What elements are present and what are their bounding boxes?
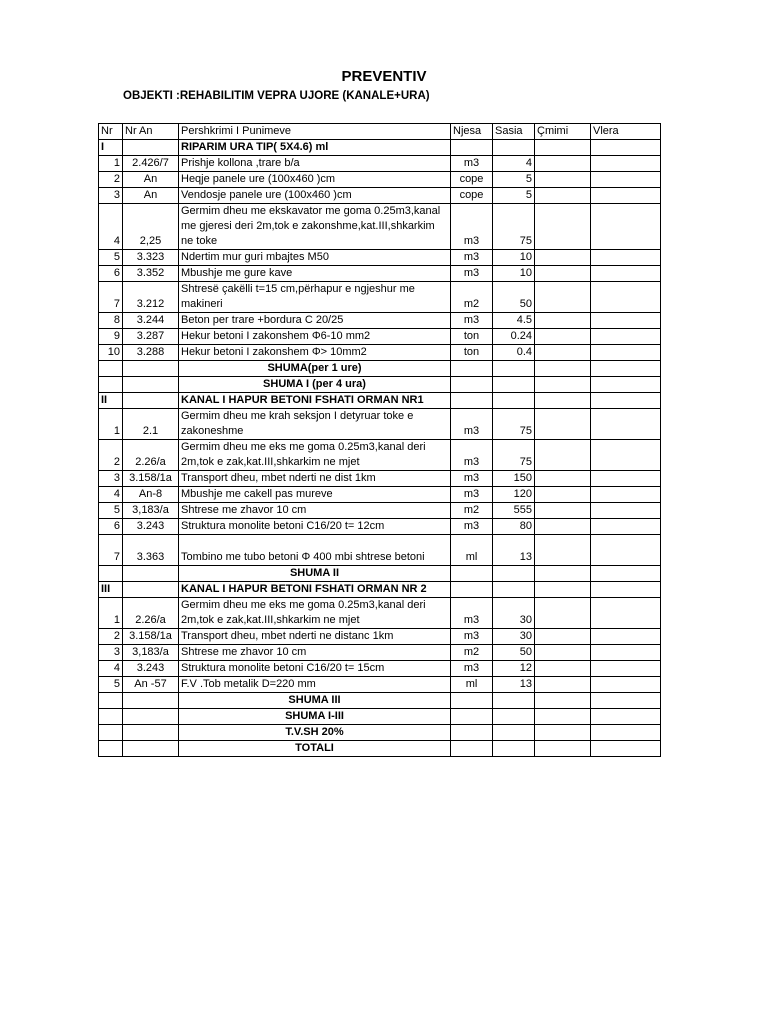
row-value — [591, 629, 661, 645]
row-description: Germim dheu me eks me goma 0.25m3,kanal deri 2m,tok e zak,kat.III,shkarkim ne mjet — [179, 440, 451, 471]
row-code: 3.352 — [123, 266, 179, 282]
row-price — [535, 140, 591, 156]
row-price — [535, 582, 591, 598]
row-number: I — [99, 140, 123, 156]
row-quantity: 75 — [493, 204, 535, 250]
row-description: Transport dheu, mbet nderti ne distanc 1km — [179, 629, 451, 645]
row-code — [123, 566, 179, 582]
row-unit: m3 — [451, 409, 493, 440]
row-quantity — [493, 709, 535, 725]
row-description: Shtrese me zhavor 10 cm — [179, 503, 451, 519]
section-row — [99, 393, 661, 409]
row-unit: m2 — [451, 282, 493, 313]
row-description: Shtrese me zhavor 10 cm — [179, 645, 451, 661]
table-row — [99, 345, 661, 361]
row-code — [123, 725, 179, 741]
row-code — [123, 693, 179, 709]
row-code — [123, 140, 179, 156]
row-number: 3 — [99, 471, 123, 487]
row-number: II — [99, 393, 123, 409]
row-quantity — [493, 377, 535, 393]
row-price — [535, 725, 591, 741]
row-number — [99, 725, 123, 741]
row-value — [591, 519, 661, 535]
row-price — [535, 645, 591, 661]
document-title: PREVENTIV — [341, 68, 427, 85]
row-number — [99, 377, 123, 393]
summary-row — [99, 693, 661, 709]
row-unit: ml — [451, 677, 493, 693]
row-number: 5 — [99, 677, 123, 693]
summary-row — [99, 709, 661, 725]
row-unit: m3 — [451, 204, 493, 250]
row-value — [591, 741, 661, 757]
row-unit — [451, 377, 493, 393]
header-value: Vlera — [591, 124, 661, 140]
summary-row — [99, 741, 661, 757]
row-value — [591, 172, 661, 188]
row-description: Germim dheu me krah seksjon I detyruar toke e zakoneshme — [179, 409, 451, 440]
row-code: An-8 — [123, 487, 179, 503]
row-value — [591, 204, 661, 250]
row-price — [535, 250, 591, 266]
summary-row — [99, 377, 661, 393]
row-value — [591, 645, 661, 661]
row-quantity: 4.5 — [493, 313, 535, 329]
row-code: 3.158/1a — [123, 471, 179, 487]
table-row — [99, 598, 661, 629]
table-row — [99, 313, 661, 329]
row-quantity: 75 — [493, 409, 535, 440]
row-quantity: 10 — [493, 250, 535, 266]
row-quantity: 30 — [493, 629, 535, 645]
row-unit — [451, 582, 493, 598]
row-number: 6 — [99, 519, 123, 535]
table-row — [99, 409, 661, 440]
summary-row — [99, 566, 661, 582]
row-description: Mbushje me gure kave — [179, 266, 451, 282]
row-description: Germim dheu me ekskavator me goma 0.25m3,kanal me gjeresi deri 2m,tok e zakonshme,kat.III,shkarkim ne toke — [179, 204, 451, 250]
row-price — [535, 503, 591, 519]
row-unit: m3 — [451, 487, 493, 503]
row-number: 8 — [99, 313, 123, 329]
row-value — [591, 598, 661, 629]
row-value — [591, 725, 661, 741]
row-value — [591, 503, 661, 519]
row-price — [535, 172, 591, 188]
row-number: 7 — [99, 282, 123, 313]
row-description: Tombino me tubo betoni Φ 400 mbi shtrese betoni — [179, 535, 451, 566]
row-value — [591, 677, 661, 693]
row-description: Hekur betoni I zakonshem Φ6-10 mm2 — [179, 329, 451, 345]
row-quantity: 30 — [493, 598, 535, 629]
row-code: An -57 — [123, 677, 179, 693]
table-row — [99, 629, 661, 645]
row-value — [591, 345, 661, 361]
row-quantity — [493, 361, 535, 377]
row-value — [591, 709, 661, 725]
row-description: TOTALI — [179, 741, 451, 757]
row-code: An — [123, 188, 179, 204]
row-number — [99, 741, 123, 757]
row-unit: m3 — [451, 519, 493, 535]
header-price: Çmimi — [535, 124, 591, 140]
row-unit: m2 — [451, 645, 493, 661]
header-nr-an: Nr An — [123, 124, 179, 140]
row-unit: m3 — [451, 598, 493, 629]
row-number: 4 — [99, 487, 123, 503]
row-description: SHUMA I-III — [179, 709, 451, 725]
row-price — [535, 440, 591, 471]
table-row — [99, 535, 661, 566]
row-description: Vendosje panele ure (100x460 )cm — [179, 188, 451, 204]
row-number: 3 — [99, 645, 123, 661]
row-description: RIPARIM URA TIP( 5X4.6) ml — [179, 140, 451, 156]
row-description: KANAL I HAPUR BETONI FSHATI ORMAN NR 2 — [179, 582, 451, 598]
row-number: 9 — [99, 329, 123, 345]
row-quantity — [493, 582, 535, 598]
row-code: 3.287 — [123, 329, 179, 345]
row-code: 3.244 — [123, 313, 179, 329]
row-number: 6 — [99, 266, 123, 282]
row-price — [535, 204, 591, 250]
row-value — [591, 409, 661, 440]
row-unit: ton — [451, 329, 493, 345]
row-quantity: 4 — [493, 156, 535, 172]
row-code — [123, 361, 179, 377]
row-quantity: 120 — [493, 487, 535, 503]
row-price — [535, 693, 591, 709]
row-value — [591, 250, 661, 266]
row-description: Heqje panele ure (100x460 )cm — [179, 172, 451, 188]
row-code: 2.26/a — [123, 440, 179, 471]
row-price — [535, 629, 591, 645]
row-code — [123, 709, 179, 725]
row-value — [591, 471, 661, 487]
row-price — [535, 471, 591, 487]
row-value — [591, 566, 661, 582]
row-price — [535, 282, 591, 313]
table-row — [99, 487, 661, 503]
row-value — [591, 188, 661, 204]
row-code — [123, 582, 179, 598]
row-description: KANAL I HAPUR BETONI FSHATI ORMAN NR1 — [179, 393, 451, 409]
row-unit: m3 — [451, 250, 493, 266]
row-price — [535, 377, 591, 393]
row-code: 3.288 — [123, 345, 179, 361]
row-quantity — [493, 393, 535, 409]
row-number: 1 — [99, 156, 123, 172]
row-unit — [451, 741, 493, 757]
row-code: 2.1 — [123, 409, 179, 440]
row-code: 3.212 — [123, 282, 179, 313]
row-quantity: 0.24 — [493, 329, 535, 345]
row-description: Beton per trare +bordura C 20/25 — [179, 313, 451, 329]
row-number: 2 — [99, 440, 123, 471]
row-number: 1 — [99, 598, 123, 629]
row-value — [591, 313, 661, 329]
table-row — [99, 204, 661, 250]
row-unit — [451, 361, 493, 377]
row-value — [591, 266, 661, 282]
row-unit: m3 — [451, 629, 493, 645]
row-quantity — [493, 566, 535, 582]
row-quantity: 0.4 — [493, 345, 535, 361]
row-quantity: 150 — [493, 471, 535, 487]
row-price — [535, 677, 591, 693]
row-number: III — [99, 582, 123, 598]
row-value — [591, 156, 661, 172]
row-quantity: 10 — [493, 266, 535, 282]
row-description: Struktura monolite betoni C16/20 t= 12cm — [179, 519, 451, 535]
row-value — [591, 282, 661, 313]
table-row — [99, 250, 661, 266]
row-number: 5 — [99, 250, 123, 266]
table-row — [99, 645, 661, 661]
table-row — [99, 188, 661, 204]
header-unit: Njesa — [451, 124, 493, 140]
row-number — [99, 709, 123, 725]
table-row — [99, 519, 661, 535]
row-code: An — [123, 172, 179, 188]
row-quantity: 13 — [493, 677, 535, 693]
table-row — [99, 282, 661, 313]
row-code: 3.243 — [123, 519, 179, 535]
row-value — [591, 661, 661, 677]
row-description: SHUMA(per 1 ure) — [179, 361, 451, 377]
table-row — [99, 503, 661, 519]
row-price — [535, 409, 591, 440]
table-row — [99, 156, 661, 172]
row-description: Mbushje me cakell pas mureve — [179, 487, 451, 503]
row-price — [535, 156, 591, 172]
row-price — [535, 741, 591, 757]
row-number: 10 — [99, 345, 123, 361]
row-unit: cope — [451, 188, 493, 204]
row-unit: cope — [451, 172, 493, 188]
estimate-table — [98, 123, 661, 757]
row-unit — [451, 393, 493, 409]
row-code: 2.426/7 — [123, 156, 179, 172]
table-row — [99, 661, 661, 677]
row-unit: m3 — [451, 471, 493, 487]
row-number: 1 — [99, 409, 123, 440]
row-description: Ndertim mur guri mbajtes M50 — [179, 250, 451, 266]
row-quantity — [493, 140, 535, 156]
row-number — [99, 361, 123, 377]
row-value — [591, 693, 661, 709]
row-number: 7 — [99, 535, 123, 566]
row-value — [591, 582, 661, 598]
row-number: 4 — [99, 661, 123, 677]
row-quantity — [493, 741, 535, 757]
row-price — [535, 361, 591, 377]
row-description: SHUMA III — [179, 693, 451, 709]
row-quantity: 555 — [493, 503, 535, 519]
row-unit: m2 — [451, 503, 493, 519]
row-price — [535, 345, 591, 361]
row-number: 2 — [99, 172, 123, 188]
row-price — [535, 188, 591, 204]
row-quantity: 13 — [493, 535, 535, 566]
row-price — [535, 266, 591, 282]
row-value — [591, 535, 661, 566]
row-quantity: 80 — [493, 519, 535, 535]
row-quantity — [493, 725, 535, 741]
row-code: 3.323 — [123, 250, 179, 266]
row-code: 3.363 — [123, 535, 179, 566]
row-price — [535, 519, 591, 535]
row-quantity: 5 — [493, 172, 535, 188]
row-price — [535, 598, 591, 629]
row-price — [535, 487, 591, 503]
row-unit — [451, 725, 493, 741]
row-value — [591, 393, 661, 409]
row-price — [535, 709, 591, 725]
table-row — [99, 329, 661, 345]
table-row — [99, 677, 661, 693]
row-unit: m3 — [451, 313, 493, 329]
row-value — [591, 329, 661, 345]
row-number: 3 — [99, 188, 123, 204]
row-unit: m3 — [451, 266, 493, 282]
row-price — [535, 313, 591, 329]
row-unit: m3 — [451, 156, 493, 172]
table-row — [99, 471, 661, 487]
row-description: Shtresë çakëlli t=15 cm,përhapur e ngjeshur me makineri — [179, 282, 451, 313]
row-quantity: 50 — [493, 645, 535, 661]
row-code — [123, 741, 179, 757]
table-body — [99, 140, 661, 757]
row-quantity: 5 — [493, 188, 535, 204]
header-nr: Nr — [99, 124, 123, 140]
row-description: Transport dheu, mbet nderti ne dist 1km — [179, 471, 451, 487]
row-price — [535, 329, 591, 345]
row-description: Prishje kollona ,trare b/a — [179, 156, 451, 172]
row-number: 4 — [99, 204, 123, 250]
row-number — [99, 566, 123, 582]
row-code: 3,183/a — [123, 645, 179, 661]
row-value — [591, 487, 661, 503]
row-code: 3.243 — [123, 661, 179, 677]
row-price — [535, 393, 591, 409]
table-row — [99, 440, 661, 471]
row-description: Germim dheu me eks me goma 0.25m3,kanal deri 2m,tok e zak,kat.III,shkarkim ne mjet — [179, 598, 451, 629]
row-code — [123, 393, 179, 409]
row-description: Hekur betoni I zakonshem Φ> 10mm2 — [179, 345, 451, 361]
row-code: 3,183/a — [123, 503, 179, 519]
row-unit: ml — [451, 535, 493, 566]
row-number: 2 — [99, 629, 123, 645]
summary-row — [99, 361, 661, 377]
row-unit — [451, 709, 493, 725]
row-quantity: 75 — [493, 440, 535, 471]
row-price — [535, 661, 591, 677]
row-description: SHUMA II — [179, 566, 451, 582]
row-code: 3.158/1a — [123, 629, 179, 645]
row-unit — [451, 140, 493, 156]
row-unit: ton — [451, 345, 493, 361]
section-row — [99, 582, 661, 598]
row-description: Struktura monolite betoni C16/20 t= 15cm — [179, 661, 451, 677]
row-unit — [451, 566, 493, 582]
table-row — [99, 266, 661, 282]
row-code: 2.26/a — [123, 598, 179, 629]
row-price — [535, 535, 591, 566]
row-quantity: 50 — [493, 282, 535, 313]
row-quantity: 12 — [493, 661, 535, 677]
row-code: 2,25 — [123, 204, 179, 250]
row-number: 5 — [99, 503, 123, 519]
row-number — [99, 693, 123, 709]
row-quantity — [493, 693, 535, 709]
row-description: T.V.SH 20% — [179, 725, 451, 741]
row-code — [123, 377, 179, 393]
row-value — [591, 440, 661, 471]
row-price — [535, 566, 591, 582]
row-unit: m3 — [451, 440, 493, 471]
header-description: Pershkrimi I Punimeve — [179, 124, 451, 140]
row-unit: m3 — [451, 661, 493, 677]
row-value — [591, 361, 661, 377]
table-row — [99, 172, 661, 188]
row-value — [591, 140, 661, 156]
row-value — [591, 377, 661, 393]
row-description: SHUMA I (per 4 ura) — [179, 377, 451, 393]
row-description: F.V .Tob metalik D=220 mm — [179, 677, 451, 693]
row-unit — [451, 693, 493, 709]
header-quantity: Sasia — [493, 124, 535, 140]
document-subtitle: OBJEKTI :REHABILITIM VEPRA UJORE (KANALE+URA) — [123, 90, 430, 102]
summary-row — [99, 725, 661, 741]
section-row — [99, 140, 661, 156]
table-header-row — [99, 124, 661, 140]
